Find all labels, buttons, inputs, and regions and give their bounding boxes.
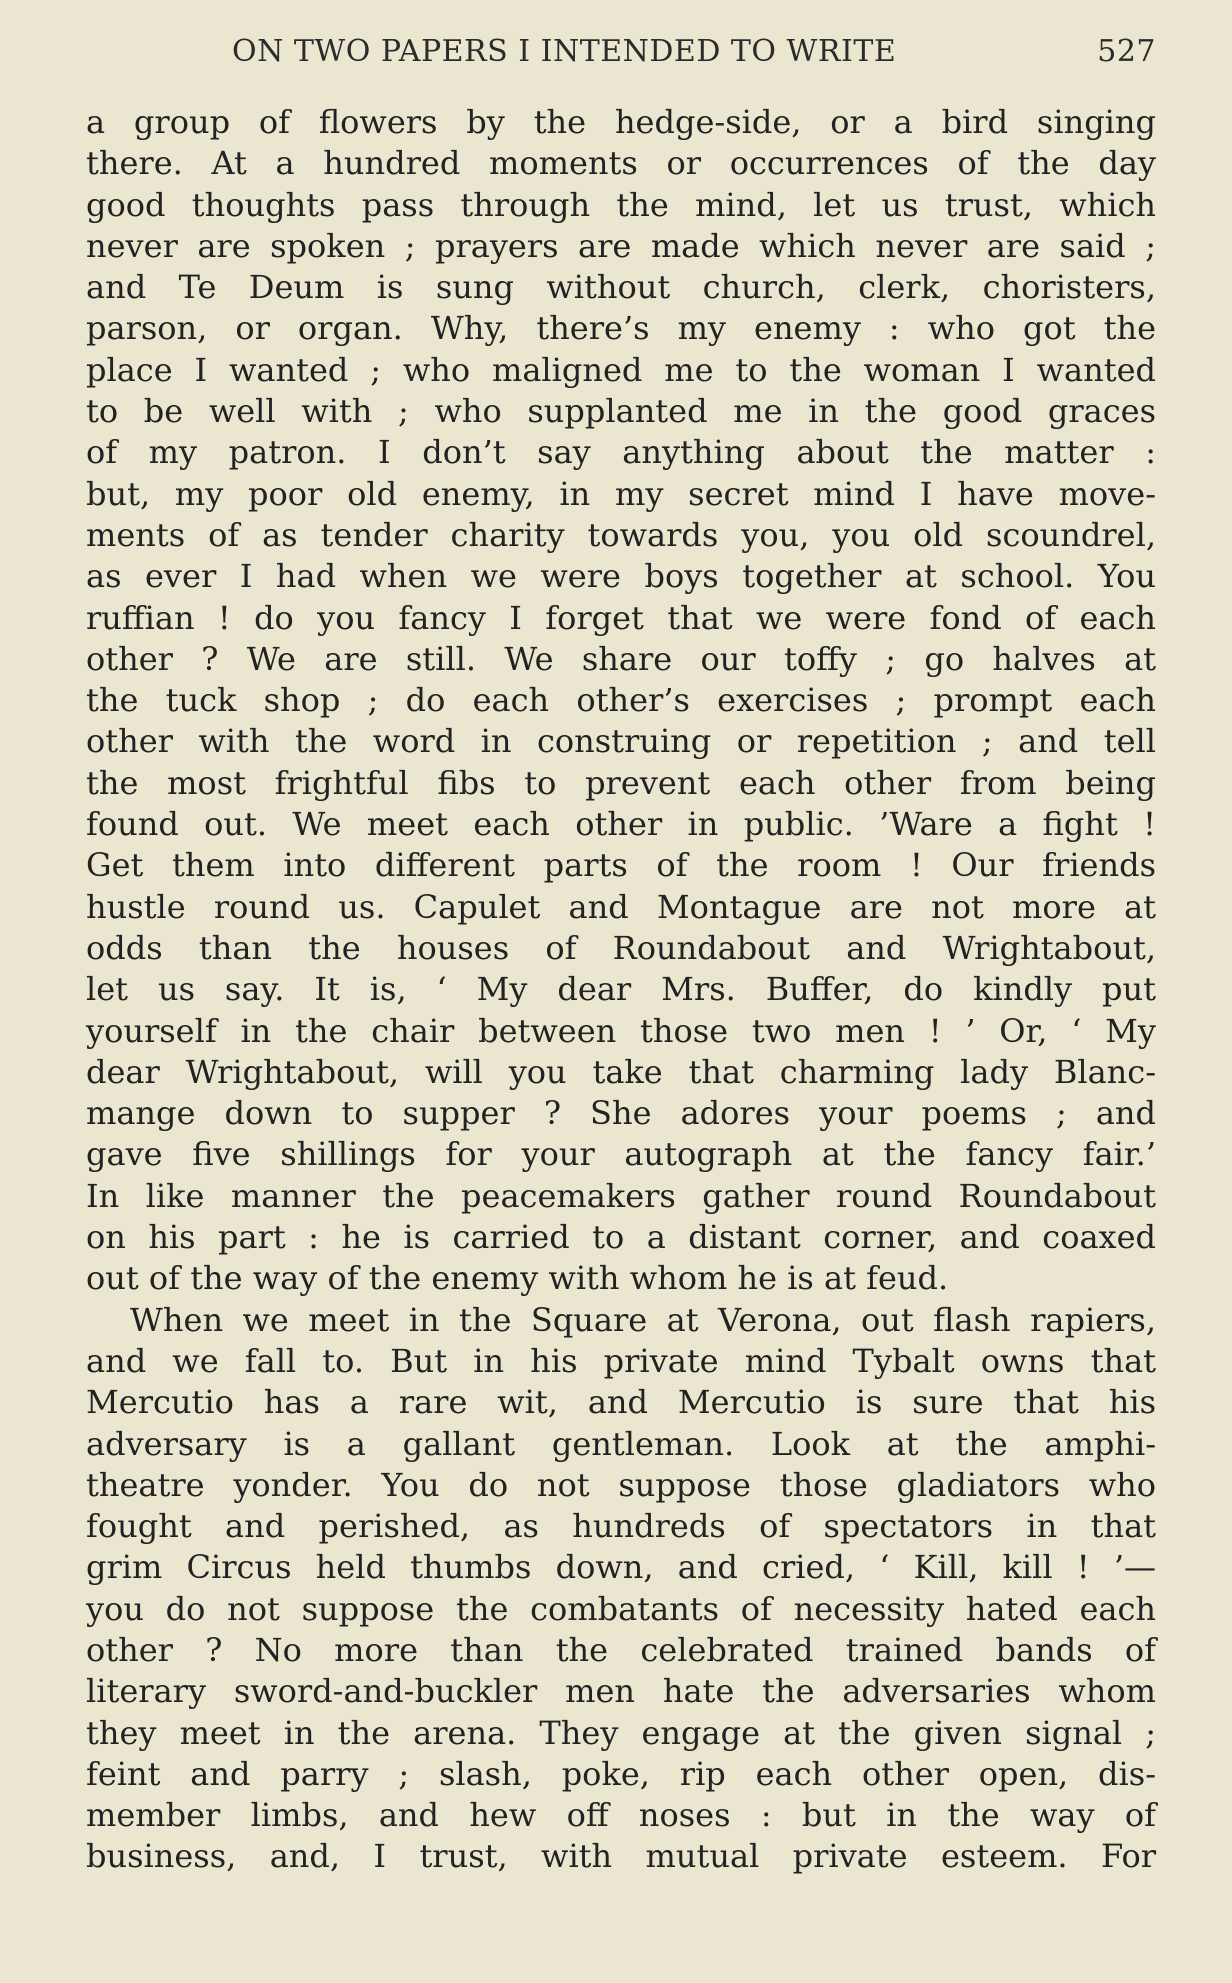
text-line: ruffian ! do you fancy I forget that we were fond of each xyxy=(86,598,1156,637)
text-line: Mercutio has a rare wit, and Mercutio is sure that his xyxy=(86,1383,1156,1422)
text-line: dear Wrightabout, will you take that charming lady Blanc- xyxy=(86,1052,1156,1091)
running-title: ON TWO PAPERS I INTENDED TO WRITE xyxy=(232,34,897,69)
text-line: In like manner the peacemakers gather round Roundabout xyxy=(86,1176,1156,1215)
text-line: parson, or organ. Why, there’s my enemy : who got the xyxy=(86,309,1156,348)
text-line: ments of as tender charity towards you, you old scoundrel, xyxy=(86,515,1156,554)
text-line: but, my poor old enemy, in my secret mind I have move- xyxy=(86,474,1156,513)
text-line: When we meet in the Square at Verona, out flash rapiers, xyxy=(130,1300,1156,1339)
text-line: member limbs, and hew off noses : but in the way of xyxy=(86,1796,1156,1835)
text-line: the tuck shop ; do each other’s exercises ; prompt each xyxy=(86,681,1156,720)
text-line: place I wanted ; who maligned me to the woman I wanted xyxy=(86,350,1156,389)
text-line: on his part : he is carried to a distant corner, and coaxed xyxy=(86,1218,1156,1257)
body-text xyxy=(86,102,1156,1878)
text-line: there. At a hundred moments or occurrences of the day xyxy=(86,144,1156,183)
text-line: never are spoken ; prayers are made which never are said ; xyxy=(86,226,1156,265)
text-line: adversary is a gallant gentleman. Look at the amphi- xyxy=(86,1424,1156,1463)
text-line: the most frightful fibs to prevent each other from being xyxy=(86,763,1156,802)
text-line: feint and parry ; slash, poke, rip each other open, dis- xyxy=(86,1754,1156,1793)
text-line: other ? No more than the celebrated trained bands of xyxy=(86,1630,1156,1669)
text-line: hustle round us. Capulet and Montague are not more at xyxy=(86,887,1156,926)
text-line: other with the word in construing or repetition ; and tell xyxy=(86,722,1156,761)
text-line: theatre yonder. You do not suppose those gladiators who xyxy=(86,1465,1156,1504)
page-number: 527 xyxy=(1097,34,1156,69)
text-line: business, and, I trust, with mutual private esteem. For xyxy=(86,1837,1156,1876)
text-line: let us say. It is, ‘ My dear Mrs. Buffer, do kindly put xyxy=(86,970,1156,1009)
text-line: found out. We meet each other in public. ’Ware a fight ! xyxy=(86,805,1156,844)
text-line: fought and perished, as hundreds of spectators in that xyxy=(86,1507,1156,1546)
text-line: a group of flowers by the hedge-side, or a bird singing xyxy=(86,103,1156,141)
text-line: you do not suppose the combatants of necessity hated each xyxy=(86,1589,1156,1628)
text-line: grim Circus held thumbs down, and cried, ‘ Kill, kill ! ’— xyxy=(86,1548,1156,1587)
text-line: yourself in the chair between those two men ! ’ Or, ‘ My xyxy=(86,1011,1156,1050)
running-header xyxy=(86,28,1156,80)
text-line: out of the way of the enemy with whom he is at feud. xyxy=(86,1259,949,1298)
text-line: and we fall to. But in his private mind Tybalt owns that xyxy=(86,1341,1156,1380)
text-line: good thoughts pass through the mind, let us trust, which xyxy=(86,185,1156,224)
text-line: mange down to supper ? She adores your poems ; and xyxy=(86,1094,1156,1133)
text-line: literary sword-and-buckler men hate the adversaries whom xyxy=(86,1672,1156,1711)
text-line: Get them into different parts of the room ! Our friends xyxy=(86,846,1156,885)
text-line: odds than the houses of Roundabout and Wrightabout, xyxy=(86,928,1156,967)
text-line: and Te Deum is sung without church, clerk, choristers, xyxy=(86,268,1156,307)
text-line: they meet in the arena. They engage at the given signal ; xyxy=(86,1713,1156,1752)
text-line: other ? We are still. We share our toffy ; go halves at xyxy=(86,639,1156,678)
text-line: as ever I had when we were boys together at school. You xyxy=(86,557,1156,596)
text-line: gave five shillings for your autograph at the fancy fair.’ xyxy=(86,1135,1156,1174)
text-line: of my patron. I don’t say anything about the matter : xyxy=(86,433,1156,472)
text-line: to be well with ; who supplanted me in the good graces xyxy=(86,392,1156,431)
